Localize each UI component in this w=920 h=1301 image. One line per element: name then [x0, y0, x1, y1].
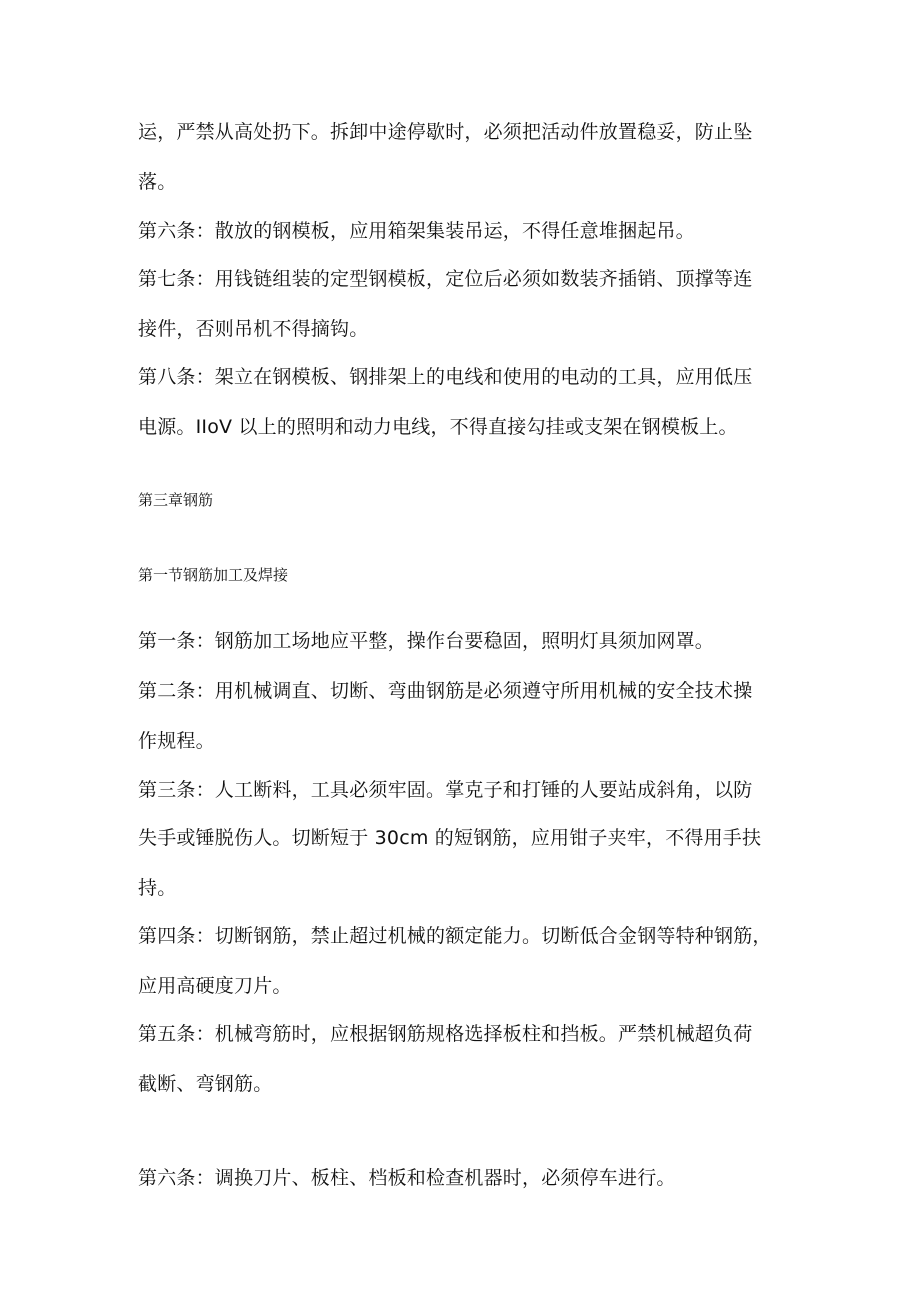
paragraph-line: 第七条：用钱链组装的定型钢模板，定位后必须如数装齐插销、顶撑等连 — [138, 268, 753, 290]
paragraph-line: 持。 — [138, 877, 177, 899]
paragraph-line: 应用高硬度刀片。 — [138, 975, 292, 997]
paragraph-line: 第二条：用机械调直、切断、弯曲钢筋是必须遵守所用机械的安全技术操 — [138, 680, 753, 702]
paragraph-line: 第六条：散放的钢模板，应用箱架集装吊运，不得任意堆捆起吊。 — [138, 220, 695, 242]
paragraph-line: 第五条：机械弯筋时，应根据钢筋规格选择板柱和挡板。严禁机械超负荷 — [138, 1023, 753, 1045]
section-heading: 第一节钢筋加工及焊接 — [138, 566, 289, 584]
paragraph-line: 作规程。 — [138, 730, 215, 752]
paragraph-line: 落。 — [138, 171, 177, 193]
paragraph-line: 电源。IIoV 以上的照明和动力电线，不得直接勾挂或支架在钢模板上。 — [138, 416, 738, 438]
paragraph-line: 第八条：架立在钢模板、钢排架上的电线和使用的电动的工具，应用低压 — [138, 366, 753, 388]
chapter-heading: 第三章钢筋 — [138, 491, 214, 509]
paragraph-line: 第一条：钢筋加工场地应平整，操作台要稳固，照明灯具须加网罩。 — [138, 630, 715, 652]
paragraph-line: 接件，否则吊机不得摘钩。 — [138, 318, 369, 340]
paragraph-line: 失手或锤脱伤人。切断短于 30cm 的短钢筋，应用钳子夹牢，不得用手扶 — [138, 827, 762, 849]
paragraph-line: 第三条：人工断料，工具必须牢固。掌克子和打锤的人要站成斜角，以防 — [138, 779, 753, 801]
paragraph-line: 第四条：切断钢筋，禁止超过机械的额定能力。切断低合金钢等特种钢筋， — [138, 925, 772, 947]
paragraph-line: 运，严禁从高处扔下。拆卸中途停歇时，必须把活动件放置稳妥，防止坠 — [138, 121, 753, 143]
paragraph-line: 第六条：调换刀片、板柱、档板和检查机器时，必须停车进行。 — [138, 1167, 676, 1189]
paragraph-line: 截断、弯钢筋。 — [138, 1073, 273, 1095]
